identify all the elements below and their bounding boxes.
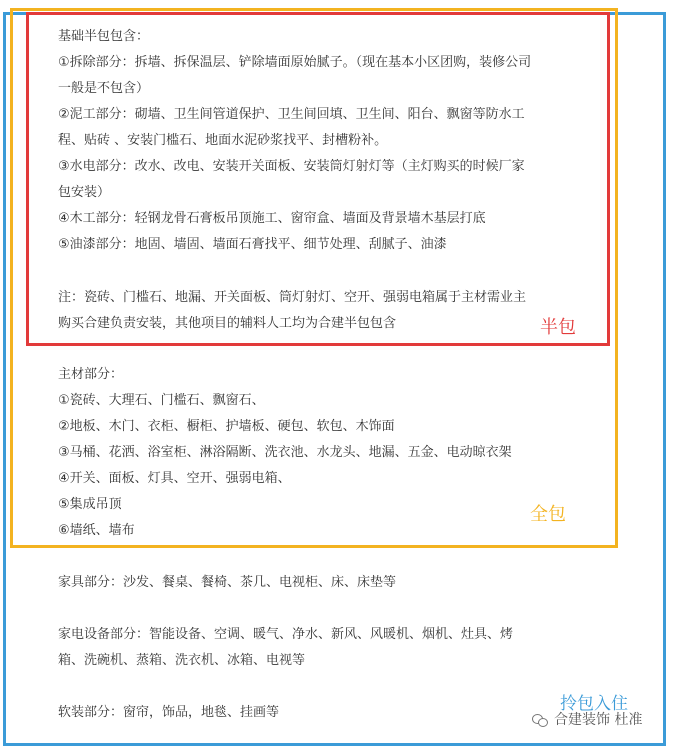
watermark-text: 合建装饰 杜准 [554,712,643,728]
list-item: ⑥墙纸、墙布 [58,523,135,538]
appliances-line: 家电设备部分：智能设备、空调、暖气、净水、新风、风暖机、烟机、灶具、烤 [58,627,514,642]
list-item: ③马桶、花洒、浴室柜、淋浴隔断、洗衣池、水龙头、地漏、五金、电动晾衣架 [58,445,512,460]
list-item: 包安装） [58,185,111,200]
list-item: ①拆除部分：拆墙、拆保温层、铲除墙面原始腻子。（现在基本小区团购，装修公司 [58,55,532,70]
note-line: 注：瓷砖、门槛石、地漏、开关面板、筒灯射灯、空开、强弱电箱属于主材需业主 [58,290,527,305]
furniture-line: 家具部分：沙发、餐桌、餐椅、茶几、电视柜、床、床垫等 [58,575,397,590]
appliances-line: 箱、洗碗机、蒸箱、洗衣机、冰箱、电视等 [58,653,306,668]
list-item: ④木工部分：轻钢龙骨石膏板吊顶施工、窗帘盒、墙面及背景墙木基层打底 [58,211,486,226]
list-item: ③水电部分：改水、改电、安装开关面板、安装筒灯射灯等（主灯购买的时候厂家 [58,159,525,174]
list-item: ⑤油漆部分：地固、墙固、墙面石膏找平、细节处理、刮腻子、油漆 [58,237,447,252]
full-package-tag: 全包 [530,504,566,525]
list-item: ⑤集成吊顶 [58,497,122,512]
half-package-tag: 半包 [540,317,576,338]
list-item: ②地板、木门、衣柜、橱柜、护墙板、硬包、软包、木饰面 [58,419,395,434]
main-materials-heading: 主材部分： [58,367,124,382]
turnkey-tag: 拎包入住 [560,694,628,714]
wechat-icon [532,713,548,727]
soft-furnishing-line: 软装部分：窗帘，饰品，地毯、挂画等 [58,705,280,720]
list-item: 程、贴砖 、安装门槛石、地面水泥砂浆找平、封槽粉补。 [58,133,388,148]
list-item: ④开关、面板、灯具、空开、强弱电箱、 [58,471,291,486]
watermark [532,711,642,729]
list-item: ①瓷砖、大理石、门槛石、飘窗石、 [58,393,265,408]
half-package-heading: 基础半包包含： [58,29,150,44]
note-line: 购买合建负责安装，其他项目的辅料人工均为合建半包包含 [58,316,397,331]
list-item: 一般是不包含） [58,81,150,96]
list-item: ②泥工部分：砌墙、卫生间管道保护、卫生间回填、卫生间、阳台、飘窗等防水工 [58,107,525,122]
